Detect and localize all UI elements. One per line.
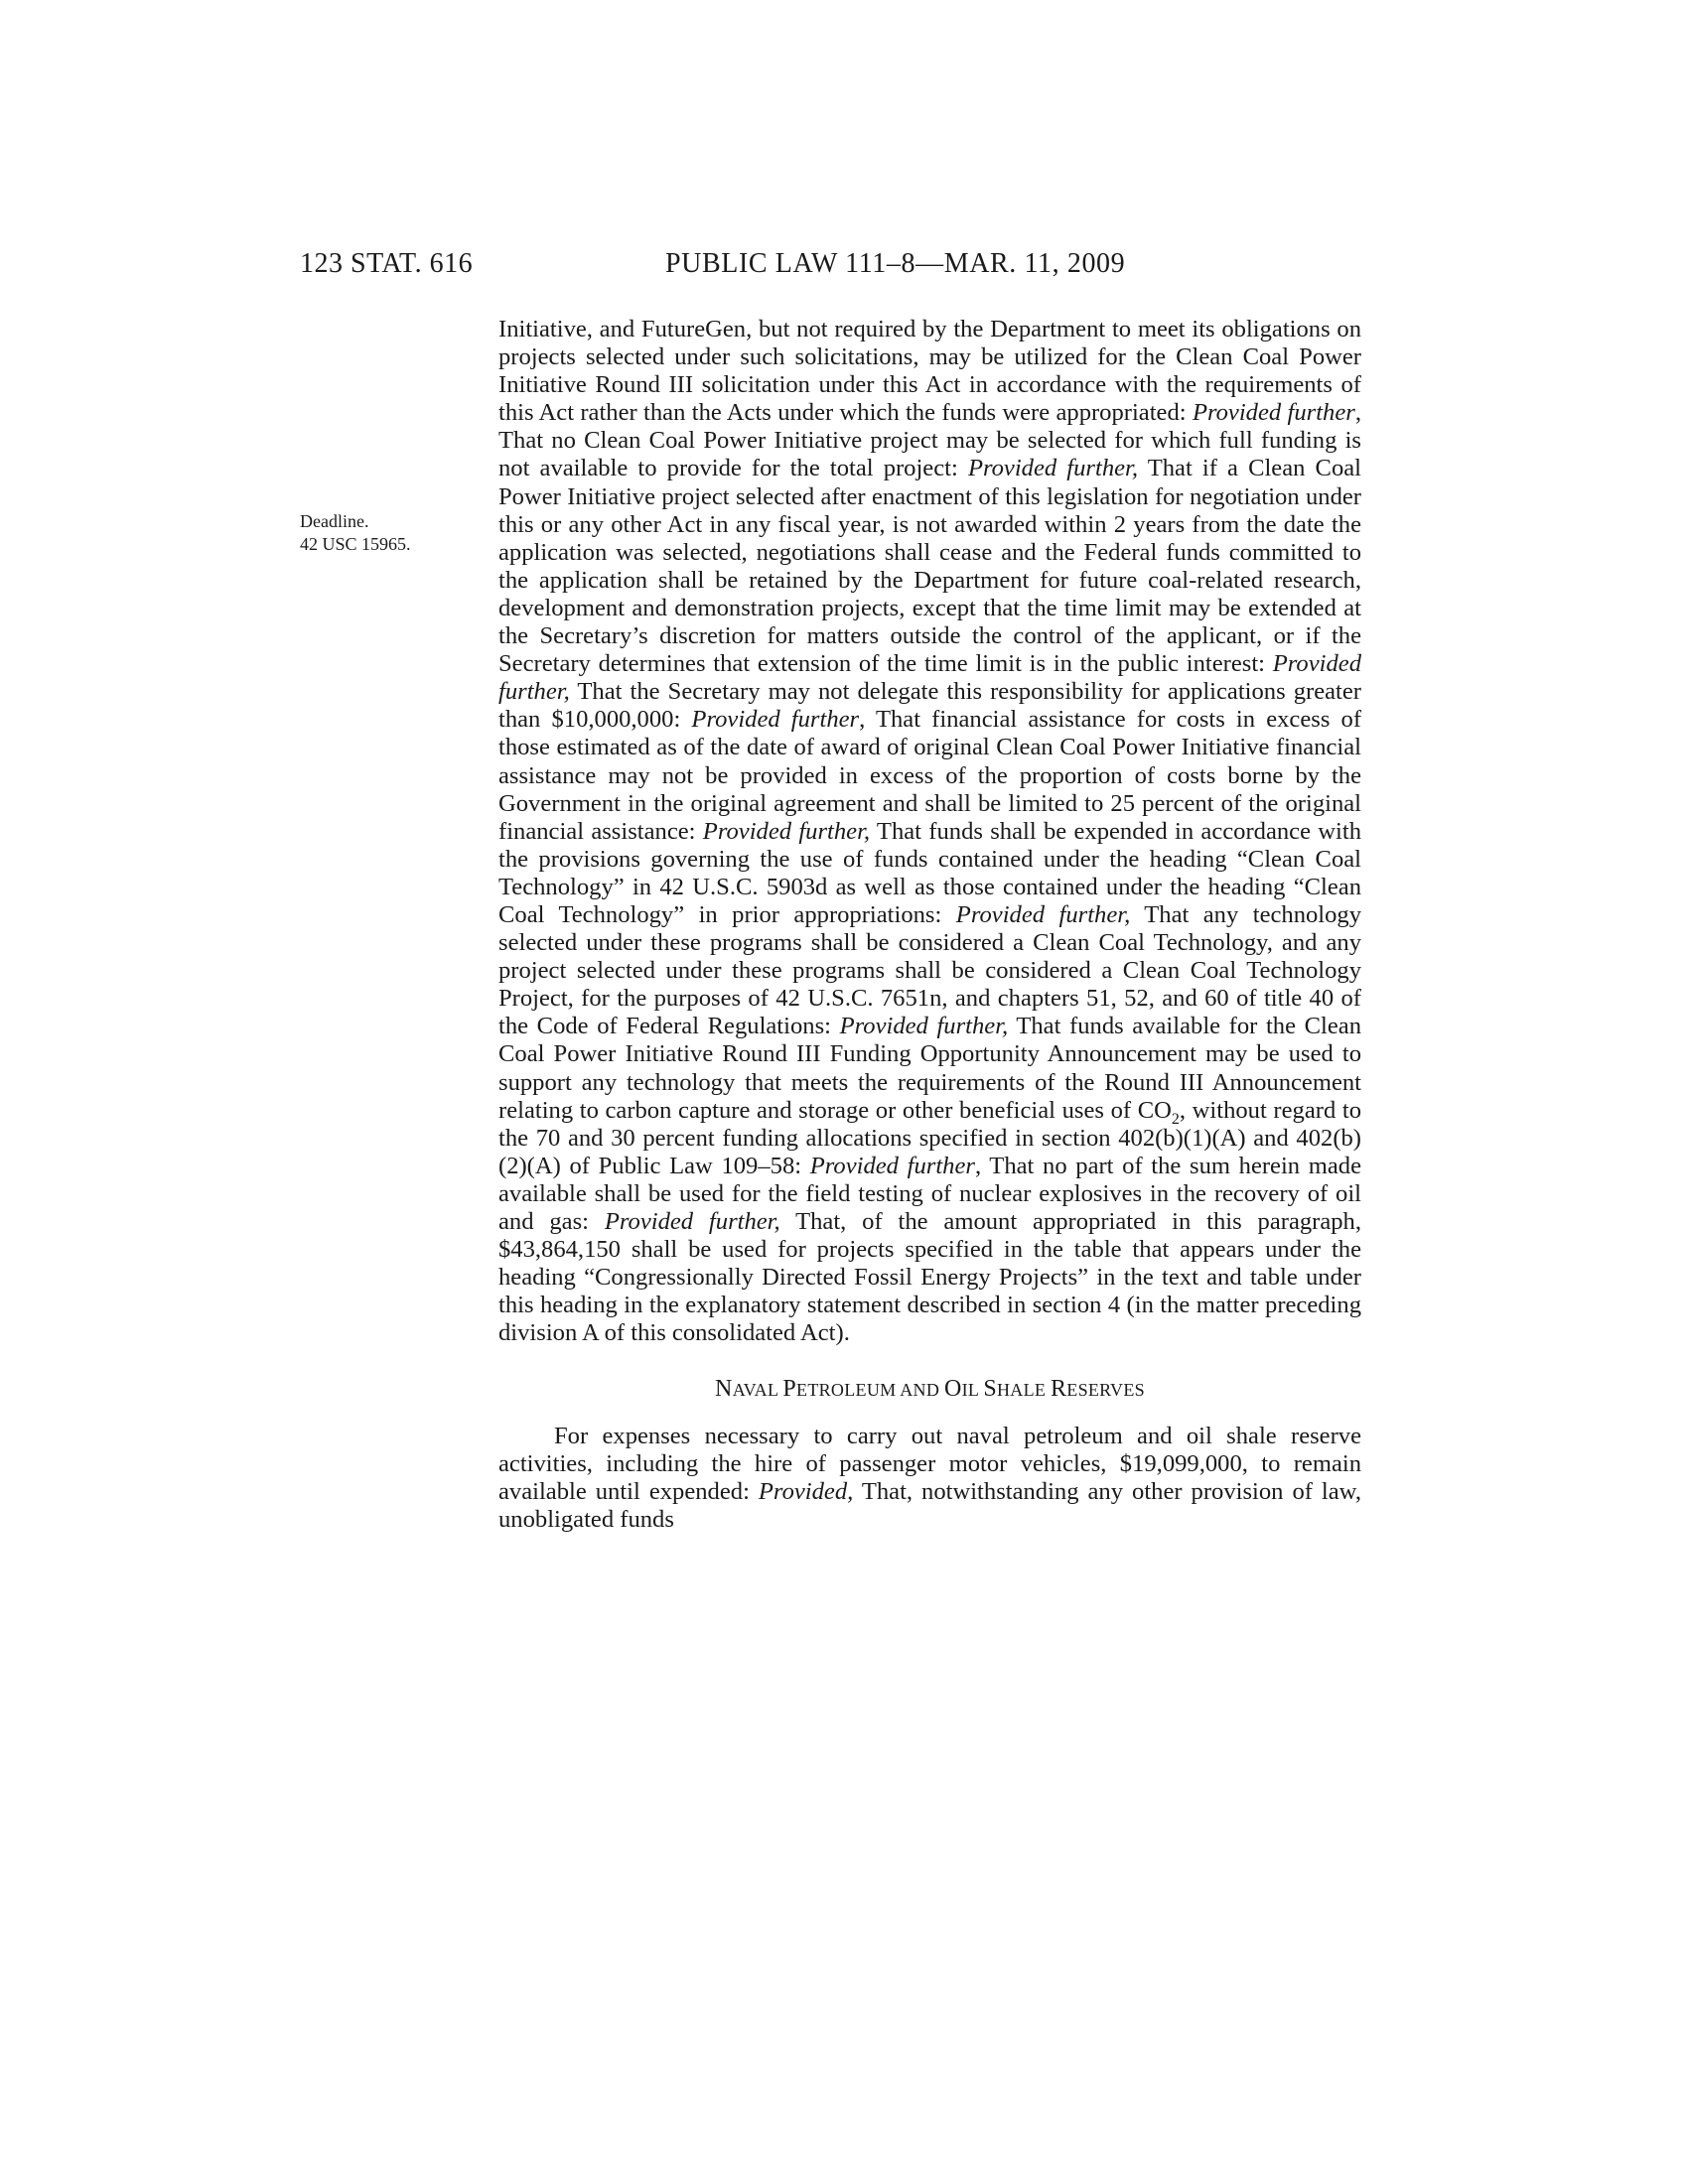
body-text bbox=[498, 316, 1361, 1534]
section-heading-naval-petroleum: NAVAL PETROLEUM AND OIL SHALE RESERVES bbox=[715, 1376, 1145, 1403]
margin-note bbox=[300, 510, 411, 556]
margin-note-deadline: Deadline. bbox=[300, 511, 369, 531]
margin-note-citation: 42 USC 15965. bbox=[300, 534, 411, 554]
running-title: PUBLIC LAW 111–8—MAR. 11, 2009 bbox=[665, 248, 1126, 279]
paragraph-clean-coal: Initiative, and FutureGen, but not required by the Department to meet its obligations on projects selected under such solicitations, may be utilized for the Clean Coal Power Initiative Round III solicitation under this Act in accordance with the requirements of this Act rather than the Acts under which the funds were appropriated: Provided further, That no Clean Coal Power Initiative project may be selected for which full funding is not available to provide for the total project: Provided further, That if a Clean Coal Power Initiative project selected after enactment of this legislation for negotiation under this or any other Act in any fiscal year, is not awarded within 2 years from the date the application was selected, negotiations shall cease and the Federal funds committed to the application shall be retained by the Department for future coal-related research, development and demonstration projects, except that the time limit may be extended at the Secretary’s discretion for matters outside the control of the applicant, or if the Secretary determines that extension of the time limit is in the public interest: Provided further, That the Secretary may not delegate this responsibility for applications greater than $10,000,000: Provided further, That financial assistance for costs in excess of those estimated as of the date of award of original Clean Coal Power Initiative financial assistance may not be provided in excess of the proportion of costs borne by the Government in the original agreement and shall be limited to 25 percent of the original financial assistance: Provided further, That funds shall be expended in accordance with the provisions governing the use of funds contained under the heading “Clean Coal Technology” in 42 U.S.C. 5903d as well as those contained under the heading “Clean Coal Technology” in prior appropriations: Provided further, That any technology selected under these programs shall be considered a Clean Coal Technology, and any project selected under these programs shall be considered a Clean Coal Technology Project, for the purposes of 42 U.S.C. 7651n, and chapters 51, 52, and 60 of title 40 of the Code of Federal Regulations: Provided further, That funds available for the Clean Coal Power Initiative Round III Funding Opportunity Announcement may be used to support any technology that meets the requirements of the Round III Announcement relating to carbon capture and storage or other beneficial uses of $CO_2$, without regard to the 70 and 30 percent funding allocations specified in section 402(b)(1)(A) and 402(b)(2)(A) of Public Law 109–58: Provided further, That no part of the sum herein made available shall be used for the field testing of nuclear explosives in the recovery of oil and gas: Provided further, That, of the amount appropriated in this paragraph, $43,864,150 shall be used for projects specified in the table that appears under the heading “Congressionally Directed Fossil Energy Projects” in the text and table under this heading in the explanatory statement described in section 4 (in the matter preceding division A of this consolidated Act). bbox=[498, 316, 1362, 1347]
statute-page-number: 123 STAT. 616 bbox=[300, 248, 474, 279]
paragraph-naval-petroleum: For expenses necessary to carry out naval petroleum and oil shale reserve activities, including the hire of passenger motor vehicles, $19,099,000, to remain available until expended: Provided, That, notwithstanding any other provision of law, unobligated funds bbox=[498, 1422, 1361, 1533]
